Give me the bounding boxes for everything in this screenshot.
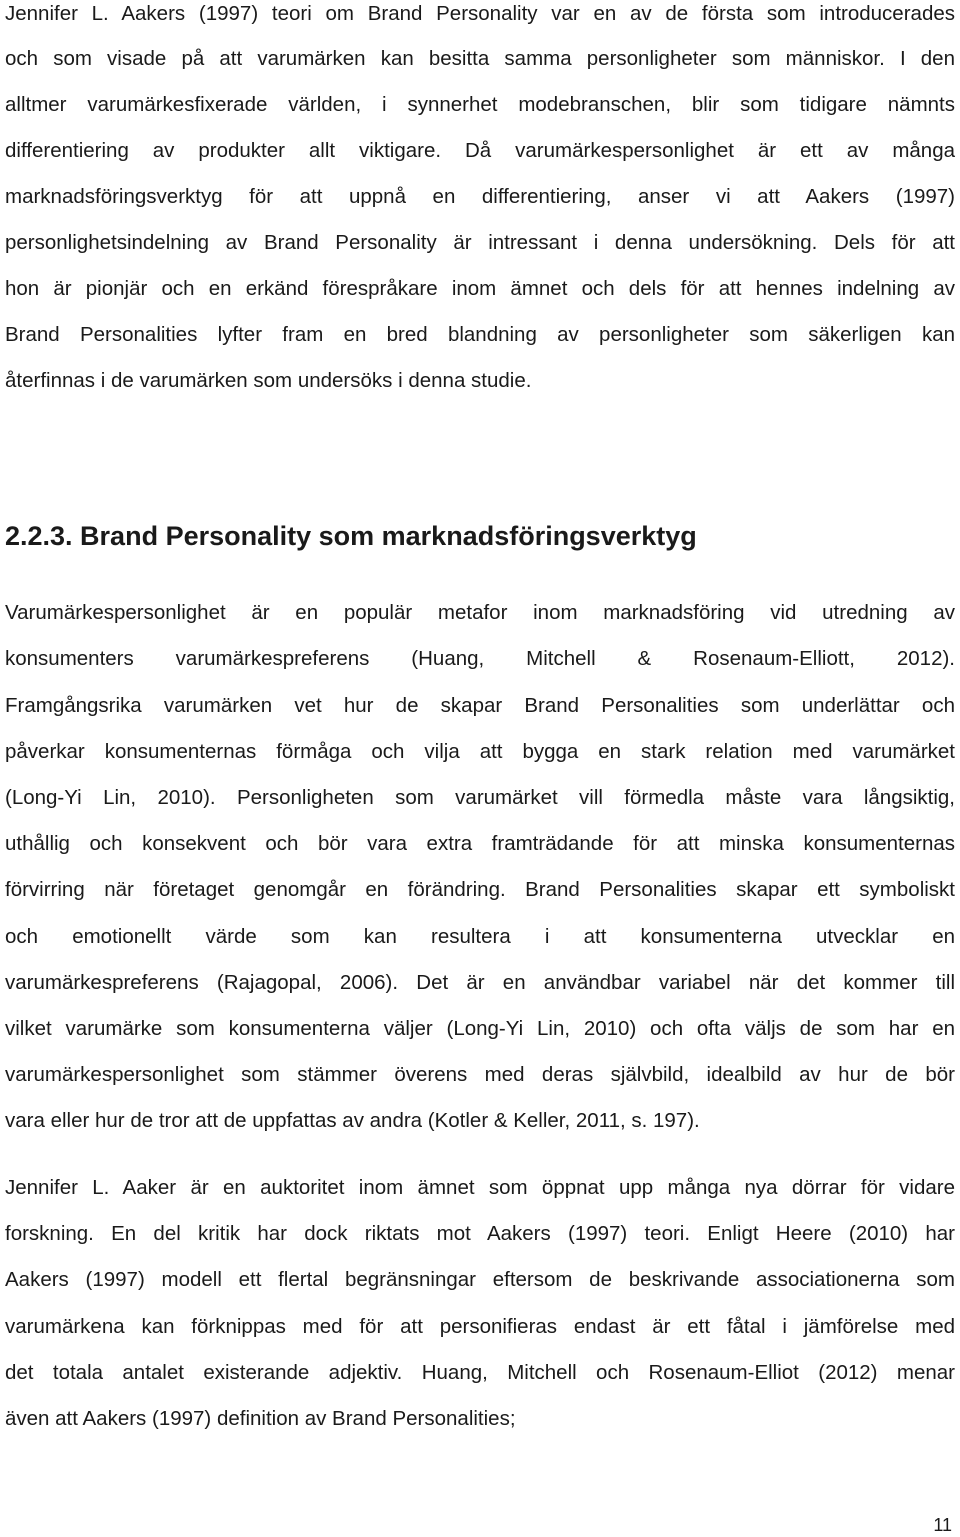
paragraph-line: och som visade på att varumärken kan besitta samma personligheter som människor. I den xyxy=(5,47,955,70)
paragraph-line: återfinnas i de varumärken som undersöks i denna studie. xyxy=(5,369,532,392)
paragraph-line: personlighetsindelning av Brand Personality är intressant i denna undersökning. Dels för att xyxy=(5,231,955,254)
section-heading: 2.2.3. Brand Personality som marknadsföringsverktyg xyxy=(5,521,697,551)
paragraph-line: även att Aakers (1997) definition av Brand Personalities; xyxy=(5,1407,516,1430)
paragraph-line: Jennifer L. Aaker är en auktoritet inom ämnet som öppnat upp många nya dörrar för vidare xyxy=(5,1176,955,1199)
paragraph-line: Framgångsrika varumärken vet hur de skapar Brand Personalities som underlättar och xyxy=(5,694,955,717)
paragraph-line: konsumenters varumärkespreferens (Huang, Mitchell & Rosenaum-Elliott, 2012). xyxy=(5,647,955,670)
paragraph-line: forskning. En del kritik har dock riktats mot Aakers (1997) teori. Enligt Heere (2010) har xyxy=(5,1222,955,1245)
paragraph-line: Jennifer L. Aakers (1997) teori om Brand Personality var en av de första som introducerades xyxy=(5,2,955,25)
paragraph-line: förvirring när företaget genomgår en förändring. Brand Personalities skapar ett symboliskt xyxy=(5,878,955,901)
paragraph-line: varumärkespersonlighet som stämmer överens med deras självbild, idealbild av hur de bör xyxy=(5,1063,955,1086)
paragraph-line: uthållig och konsekvent och bör vara extra framträdande för att minska konsumenternas xyxy=(5,832,955,855)
paragraph-line: och emotionellt värde som kan resultera i att konsumenterna utvecklar en xyxy=(5,925,955,948)
paragraph-line: vilket varumärke som konsumenterna väljer (Long-Yi Lin, 2010) och ofta väljs de som har en xyxy=(5,1017,955,1040)
paragraph-line: vara eller hur de tror att de uppfattas av andra (Kotler & Keller, 2011, s. 197). xyxy=(5,1109,700,1132)
paragraph-line: Aakers (1997) modell ett flertal begränsningar eftersom de beskrivande associationerna som xyxy=(5,1268,955,1291)
page-number: 11 xyxy=(933,1515,952,1535)
paragraph-line: Varumärkespersonlighet är en populär metafor inom marknadsföring vid utredning av xyxy=(5,601,955,624)
paragraph-line: differentiering av produkter allt viktigare. Då varumärkespersonlighet är ett av många xyxy=(5,139,955,162)
paragraph-line: (Long-Yi Lin, 2010). Personligheten som varumärket vill förmedla måste vara långsiktig, xyxy=(5,786,955,809)
paragraph-line: Brand Personalities lyfter fram en bred blandning av personligheter som säkerligen kan xyxy=(5,323,955,346)
paragraph-line: alltmer varumärkesfixerade världen, i synnerhet modebranschen, blir som tidigare nämnts xyxy=(5,93,955,116)
paragraph-line: påverkar konsumenternas förmåga och vilja att bygga en stark relation med varumärket xyxy=(5,740,955,763)
paragraph-line: varumärkespreferens (Rajagopal, 2006). Det är en användbar variabel när det kommer till xyxy=(5,971,955,994)
paragraph-line: hon är pionjär och en erkänd förespråkare inom ämnet och dels för att hennes indelning av xyxy=(5,277,955,300)
paragraph-line: varumärkena kan förknippas med för att personifieras endast är ett fåtal i jämförelse med xyxy=(5,1315,955,1338)
paragraph-line: det totala antalet existerande adjektiv. Huang, Mitchell och Rosenaum-Elliot (2012) menar xyxy=(5,1361,955,1384)
paragraph-line: marknadsföringsverktyg för att uppnå en differentiering, anser vi att Aakers (1997) xyxy=(5,185,955,208)
